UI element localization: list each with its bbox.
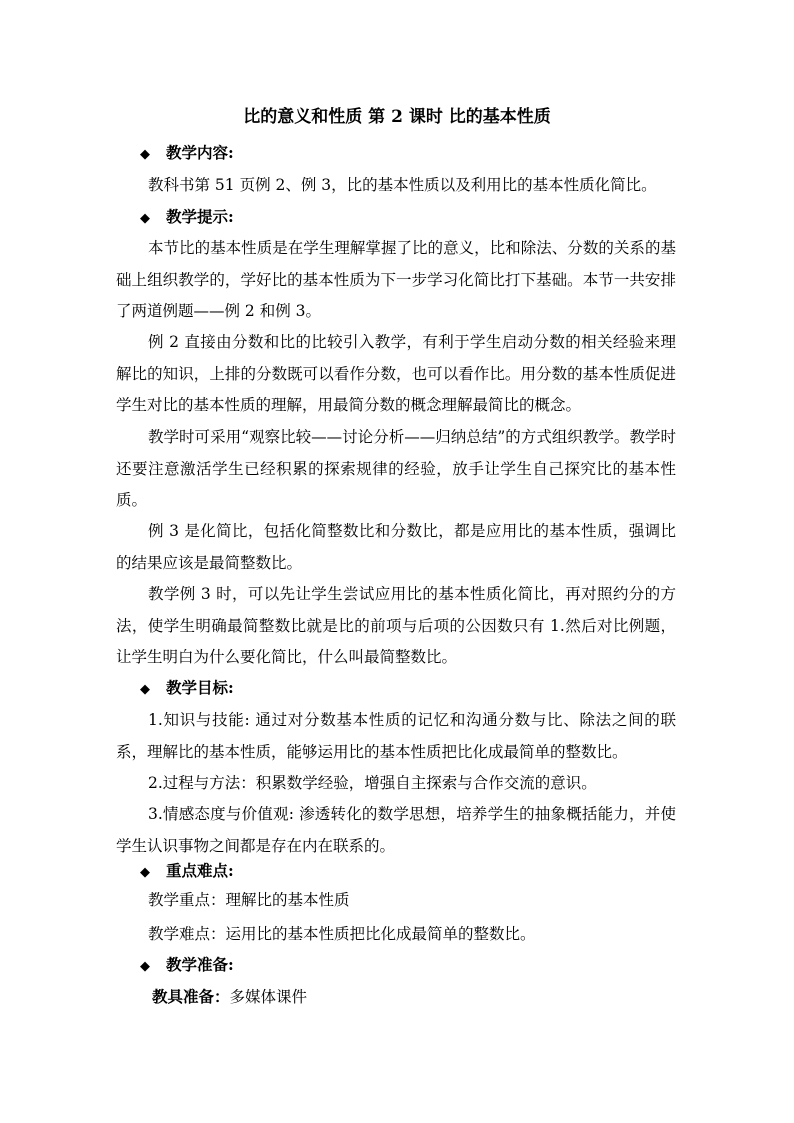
hints-paragraph-4: 例 3 是化简比，包括化简整数比和分数比，都是应用比的基本性质，强调比的结果应该是最简整数比。 (116, 522, 676, 572)
hints-paragraph-1: 本节比的基本性质是在学生理解掌握了比的意义，比和除法、分数的关系的基础上组织教学的，学好比的基本性质为下一步学习化简比打下基础。本节一共安排了两道例题——例 2 和例 3。 (116, 239, 676, 320)
heading-label: 重点难点: (166, 861, 234, 880)
diamond-bullet-icon: ◆ (140, 147, 150, 162)
hints-paragraph-2: 例 2 直接由分数和比的比较引入教学，有利于学生启动分数的相关经验来理解比的知识，上排的分数既可以看作分数，也可以看作比。用分数的基本性质促进学生对比的基本性质的理解，用最简分数的概念理解最简比的概念。 (116, 333, 676, 414)
heading-label: 教学目标: (166, 678, 234, 697)
document-title: 比的意义和性质 第 2 课时 比的基本性质 (243, 107, 551, 127)
hints-paragraph-5: 教学例 3 时，可以先让学生尝试应用比的基本性质化简比，再对照约分的方法，使学生明确最简整数比就是比的前项与后项的公因数只有 1.然后对比例题，让学生明白为什么要化简比，什么叫最简整数比。 (116, 585, 676, 666)
section-heading-goals (140, 676, 234, 702)
teaching-aids (152, 985, 307, 1009)
heading-label: 教学内容: (166, 143, 234, 162)
teaching-difficulty: 教学难点：运用比的基本性质把比化成最简单的整数比。 (148, 925, 536, 943)
heading-label: 教学准备: (166, 955, 234, 974)
diamond-bullet-icon: ◆ (140, 865, 150, 880)
section-heading-hints (140, 205, 234, 231)
goals-paragraph-2: 2.过程与方法：积累数学经验，增强自主探索与合作交流的意识。 (148, 774, 597, 792)
content-text: 教科书第 51 页例 2、例 3，比的基本性质以及利用比的基本性质化简比。 (148, 176, 657, 194)
teaching-focus: 教学重点：理解比的基本性质 (148, 891, 350, 909)
hints-paragraph-3: 教学时可采用“观察比较——讨论分析——归纳总结”的方式组织教学。教学时还要注意激活学生已经积累的探索规律的经验，放手让学生自己探究比的基本性质。 (116, 428, 676, 509)
goals-paragraph-3: 3.情感态度与价值观: 渗透转化的数学思想，培养学生的抽象概括能力，并使学生认识事物之间都是存在内在联系的。 (116, 805, 676, 855)
diamond-bullet-icon: ◆ (140, 211, 150, 226)
diamond-bullet-icon: ◆ (140, 959, 150, 974)
section-heading-preparation (140, 953, 234, 979)
teaching-aids-label: 教具准备： (152, 987, 230, 1006)
section-heading-content (140, 141, 234, 167)
section-heading-keypoints (140, 859, 234, 885)
heading-label: 教学提示: (166, 207, 234, 226)
teaching-aids-value: 多媒体课件 (229, 988, 308, 1006)
diamond-bullet-icon: ◆ (140, 682, 150, 697)
goals-paragraph-1: 1.知识与技能: 通过对分数基本性质的记忆和沟通分数与比、除法之间的联系，理解比的基本性质，能够运用比的基本性质把比化成最简单的整数比。 (116, 711, 676, 761)
